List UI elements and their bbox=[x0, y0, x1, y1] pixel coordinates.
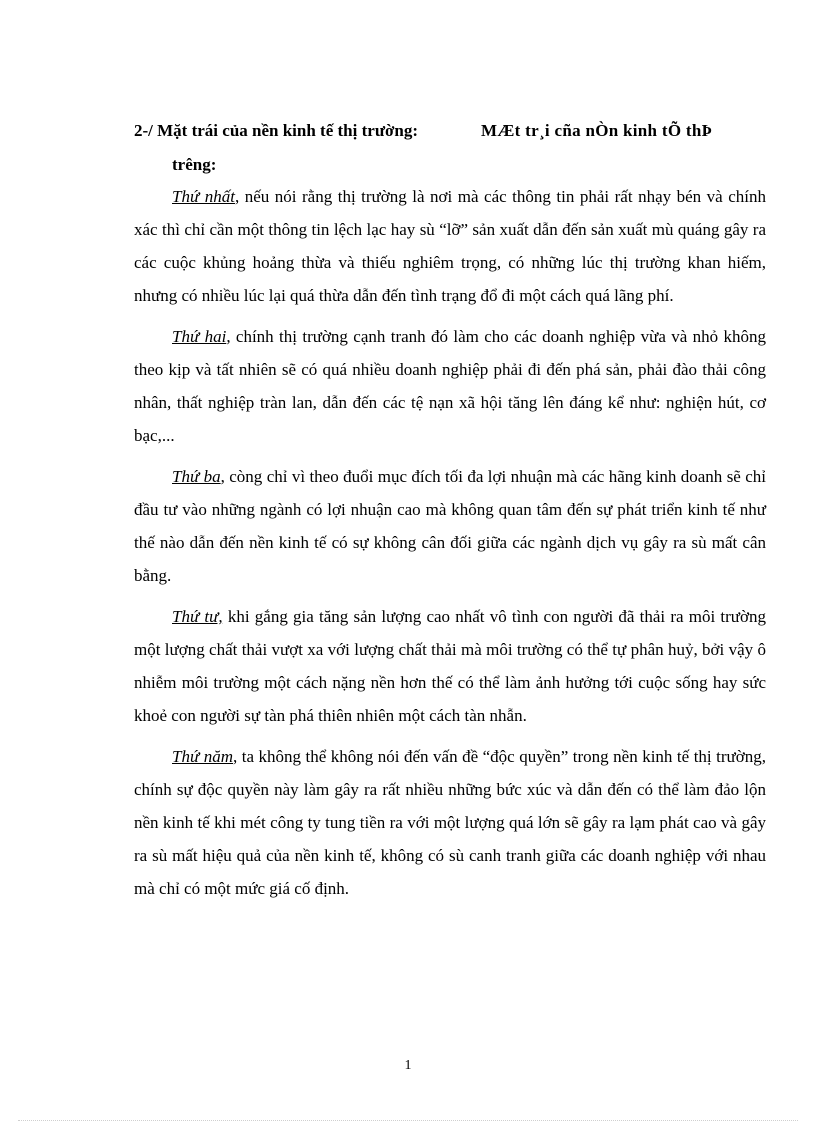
page-number: 1 bbox=[404, 1058, 412, 1073]
paragraph-third bbox=[134, 460, 766, 592]
paragraph-lead: Thứ hai bbox=[172, 327, 227, 346]
paragraph-lead: Thứ tư, bbox=[172, 607, 223, 626]
paragraph-first bbox=[134, 180, 766, 312]
page-bottom-divider bbox=[18, 1120, 798, 1121]
paragraph-text: , nếu nói rằng thị trường là nơi mà các thông tin phải rất nhạy bén và chính xác thì chỉ cần một thông tin lệch lạc hay sù “lỡ” sản xuất dẫn đến sản xuất mù quáng gây ra các cuộc khủng hoảng thừa và thiếu nghiêm trọng, có những lúc thị trường khan hiếm, nhưng có nhiều lúc lại quá thừa dẫn đến tình trạng đổ đi một cách quá lãng phí. bbox=[134, 187, 767, 305]
paragraph-lead: Thứ nhất bbox=[172, 187, 235, 206]
paragraph-lead: Thứ năm bbox=[172, 747, 233, 766]
section-heading bbox=[134, 114, 774, 182]
heading-title: 2-/ Mặt trái của nền kinh tế thị trường: bbox=[134, 121, 419, 140]
paragraph-text: , ta không thể không nói đến vấn đề “độc quyền” trong nền kinh tế thị trường, chính sự độc quyền này làm gây ra rất nhiều những bức xúc và dẫn đến có thể làm đảo lộn nền kinh tế khi mét công ty tung tiền ra với một lượng quá lớn sẽ gây ra lạm phát cao và gây ra sù mất hiệu quả của nền kinh tế, không có sù canh tranh giữa các doanh nghiệp với nhau mà chỉ có một mức giá cố định. bbox=[134, 747, 766, 898]
document-body bbox=[134, 180, 766, 913]
heading-garbled-title: MÆt tr¸i cña nÒn kinh tÕ thÞ bbox=[481, 121, 713, 140]
paragraph-fifth bbox=[134, 740, 766, 905]
heading-garbled-continuation: trêng: bbox=[172, 155, 217, 174]
paragraph-fourth bbox=[134, 600, 766, 732]
paragraph-text: , còng chỉ vì theo đuổi mục đích tối đa lợi nhuận mà các hãng kinh doanh sẽ chỉ đầu tư vào những ngành có lợi nhuận cao mà không quan tâm đến sự phát triển kinh tế như thế nào dẫn đến nền kinh tế có sự không cân đối giữa các ngành dịch vụ gây ra sù mất cân bằng. bbox=[134, 467, 767, 585]
paragraph-lead: Thứ ba bbox=[172, 467, 221, 486]
paragraph-second bbox=[134, 320, 766, 452]
paragraph-text: , chính thị trường cạnh tranh đó làm cho các doanh nghiệp vừa và nhỏ không theo kịp và tất nhiên sẽ có quá nhiều doanh nghiệp phải đi đến phá sản, phải đào thải công nhân, thất nghiệp tràn lan, dẫn đến các tệ nạn xã hội tăng lên đáng kể như: nghiện hút, cơ bạc,... bbox=[134, 327, 766, 445]
paragraph-text: khi gắng gia tăng sản lượng cao nhất vô tình con người đã thải ra môi trường một lượng chất thải vượt xa với lượng chất thải mà môi trường có thể tự phân huỷ, bởi vậy ô nhiễm môi trường một cách nặng nền hơn thế có thể làm ảnh hưởng tới cuộc sống hay sức khoẻ con người sự tàn phá thiên nhiên một cách tàn nhẫn. bbox=[134, 607, 766, 725]
